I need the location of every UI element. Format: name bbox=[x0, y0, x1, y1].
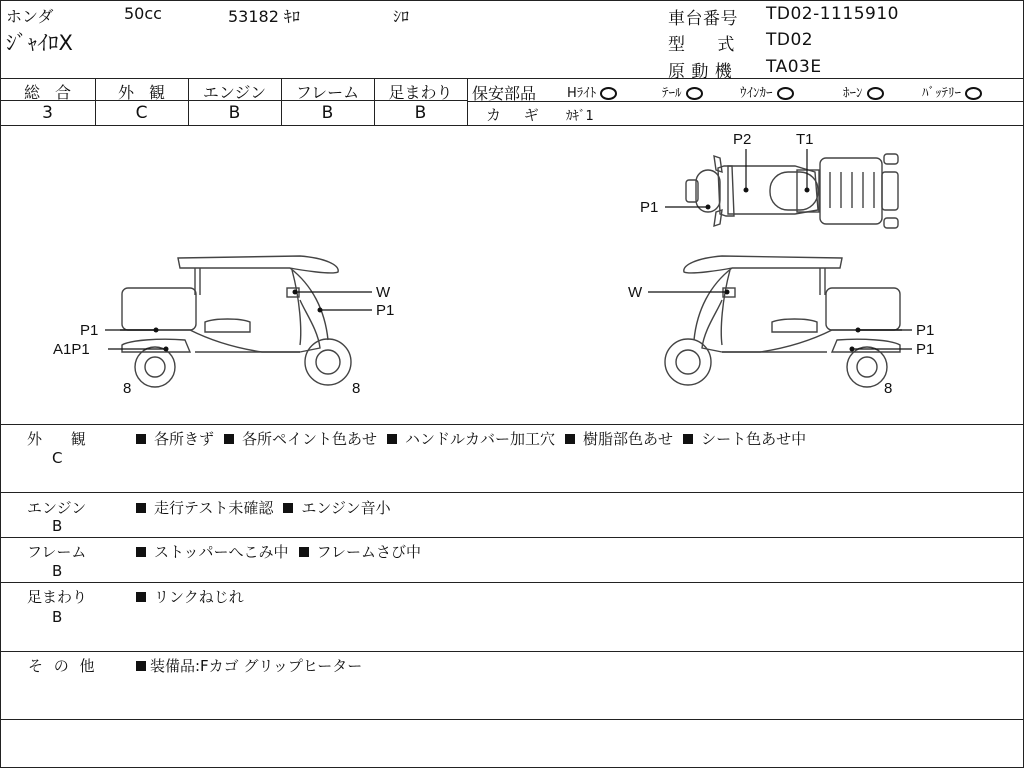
divider bbox=[0, 424, 1024, 425]
engine: TA03E bbox=[766, 57, 822, 77]
left-view-label: P1 bbox=[376, 302, 395, 319]
left-view-label: W bbox=[376, 284, 391, 301]
type-label: 型 式 bbox=[668, 35, 735, 55]
bullet-icon bbox=[683, 434, 693, 444]
remark-item: ストッパーへこみ中 bbox=[154, 543, 289, 561]
scooter-top-view bbox=[640, 131, 898, 228]
safety-item-tail bbox=[662, 82, 703, 101]
remark-grade: B bbox=[52, 608, 63, 626]
grade-header-overall: 総 合 bbox=[23, 83, 72, 102]
frame-no: TD02-1115910 bbox=[766, 4, 899, 24]
divider bbox=[0, 492, 1024, 493]
right-view-label: P1 bbox=[916, 322, 935, 339]
remark-item: リンクねじれ bbox=[154, 588, 244, 606]
safety-item-headlight bbox=[567, 82, 617, 101]
remark-items bbox=[136, 497, 391, 518]
top-view-label: P2 bbox=[733, 131, 752, 148]
divider bbox=[467, 78, 468, 125]
remark-grade: B bbox=[52, 517, 63, 535]
divider bbox=[467, 101, 1024, 102]
divider bbox=[0, 78, 1024, 79]
remark-item: 各所ペイント色あせ bbox=[242, 430, 378, 448]
grade-suspension: B bbox=[414, 103, 427, 123]
safety-item-name: ｳｲﾝｶｰ bbox=[740, 86, 773, 101]
divider bbox=[0, 537, 1024, 538]
remark-grade: B bbox=[52, 562, 63, 580]
left-view-label: 8 bbox=[123, 380, 132, 397]
right-view-label: 8 bbox=[884, 380, 893, 397]
mileage bbox=[228, 4, 300, 27]
bullet-icon bbox=[565, 434, 575, 444]
remark-items bbox=[136, 541, 421, 562]
grade-frame: B bbox=[321, 103, 334, 123]
divider bbox=[0, 719, 1024, 720]
bullet-icon bbox=[224, 434, 234, 444]
key-value: ｶｷﾞ1 bbox=[566, 109, 594, 124]
engine-label: 原 動 機 bbox=[668, 62, 733, 82]
remark-item: フレームさび中 bbox=[316, 543, 421, 561]
right-view-label: W bbox=[628, 284, 643, 301]
safety-label: 保安部品 bbox=[472, 84, 537, 103]
remark-grade: C bbox=[52, 449, 63, 467]
top-view-label: P1 bbox=[640, 199, 659, 216]
left-view-label: P1 bbox=[80, 322, 99, 339]
safety-item-winker bbox=[740, 82, 794, 101]
circle-mark-icon bbox=[600, 87, 617, 100]
bullet-icon bbox=[136, 592, 146, 602]
remark-item: 樹脂部色あせ bbox=[583, 430, 674, 448]
remark-label: フレーム bbox=[27, 543, 87, 561]
circle-mark-icon bbox=[686, 87, 703, 100]
remark-item: 各所きず bbox=[154, 430, 215, 448]
remark-item: ハンドルカバー加工穴 bbox=[405, 430, 556, 448]
maker: ホンダ bbox=[6, 7, 54, 26]
scooter-right-view bbox=[628, 256, 934, 397]
bullet-icon bbox=[136, 661, 146, 671]
bullet-icon bbox=[283, 503, 293, 513]
displacement: 50cc bbox=[124, 4, 162, 23]
color: ｼﾛ bbox=[393, 7, 410, 26]
remark-item: シート色あせ中 bbox=[701, 430, 807, 448]
remark-items bbox=[136, 428, 806, 449]
circle-mark-icon bbox=[867, 87, 884, 100]
circle-mark-icon bbox=[777, 87, 794, 100]
left-view-label: A1P1 bbox=[53, 341, 90, 358]
safety-item-name: ﾊﾞｯﾃﾘｰ bbox=[922, 86, 961, 101]
safety-item-name: Hﾗｲﾄ bbox=[567, 86, 597, 101]
mileage-value: 53182 bbox=[228, 7, 279, 26]
grade-header-engine: エンジン bbox=[202, 83, 267, 102]
remark-item: 走行テスト未確認 bbox=[154, 499, 274, 517]
safety-item-horn bbox=[843, 82, 884, 101]
remark-item: 装備品:Fカゴ グリップヒーター bbox=[150, 657, 363, 675]
type: TD02 bbox=[766, 30, 814, 50]
remark-label: そ の 他 bbox=[28, 657, 95, 675]
bullet-icon bbox=[299, 547, 309, 557]
circle-mark-icon bbox=[965, 87, 982, 100]
key-label: カ ギ bbox=[486, 106, 539, 124]
bullet-icon bbox=[136, 503, 146, 513]
bullet-icon bbox=[387, 434, 397, 444]
scooter-left-view bbox=[53, 256, 394, 397]
remark-items bbox=[136, 655, 362, 676]
remark-items bbox=[136, 586, 244, 607]
left-view-label: 8 bbox=[352, 380, 361, 397]
safety-item-battery bbox=[922, 82, 982, 101]
divider bbox=[0, 582, 1024, 583]
mileage-unit: ｷﾛ bbox=[284, 7, 301, 26]
grade-header-frame: フレーム bbox=[295, 83, 360, 102]
remark-item: エンジン音小 bbox=[301, 499, 391, 517]
grade-header-exterior: 外 観 bbox=[117, 83, 166, 102]
grade-engine: B bbox=[228, 103, 241, 123]
top-view-label: T1 bbox=[796, 131, 814, 148]
safety-item-name: ﾃｰﾙ bbox=[662, 86, 682, 101]
divider bbox=[0, 651, 1024, 652]
grade-overall: 3 bbox=[42, 103, 53, 123]
safety-item-name: ﾎｰﾝ bbox=[843, 86, 863, 101]
remark-label: 外 観 bbox=[27, 430, 86, 448]
damage-diagram bbox=[0, 126, 1024, 424]
model-name: ｼﾞｬｲﾛX bbox=[6, 31, 73, 55]
frame-no-label: 車台番号 bbox=[668, 9, 738, 29]
grade-header-suspension: 足まわり bbox=[388, 83, 453, 102]
remark-label: 足まわり bbox=[27, 588, 88, 606]
right-view-label: P1 bbox=[916, 341, 935, 358]
grade-exterior: C bbox=[135, 103, 148, 123]
bullet-icon bbox=[136, 547, 146, 557]
bullet-icon bbox=[136, 434, 146, 444]
remark-label: エンジン bbox=[27, 499, 87, 517]
